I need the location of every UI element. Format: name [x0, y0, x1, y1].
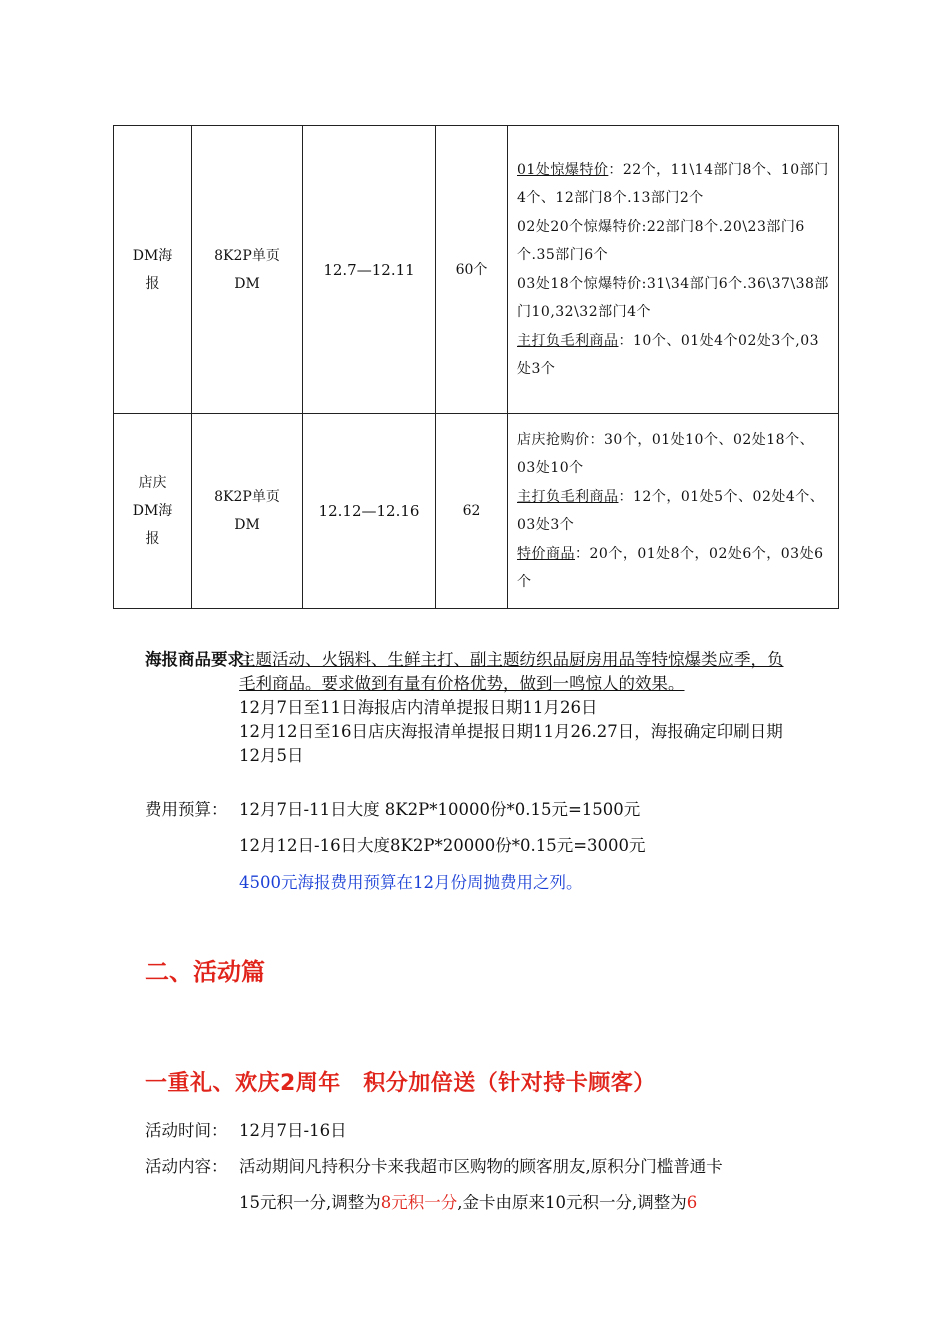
requirements-text: 主题活动、火锅料、生鲜主打、副主题纺织品厨房用品等特惊爆类应季，负毛利商品。要求做到有量有价格优势，做到一鸣惊人的效果。 — [239, 650, 784, 693]
detail-line: 03处18个惊爆特价:31\34部门6个.36\37\38部门10,32\32部门4个 — [517, 275, 829, 320]
spec-cell: 8K2P单页 DM — [192, 414, 303, 609]
detail-line: 主打负毛利商品：12个，01处5个、02处4个、03处3个 — [517, 488, 825, 533]
table-row — [114, 126, 839, 414]
detail-line: 01处惊爆特价：22个，11\14部门8个、10部门4个、12部门8个.13部门2个 — [517, 161, 829, 206]
table-row — [114, 414, 839, 609]
budget-line-1: 12月7日-11日大度 8K2P*10000份*0.15元=1500元 — [239, 800, 641, 819]
activity-content-line-1: 活动期间凡持积分卡来我超市区购物的顾客朋友,原积分门槛普通卡 — [239, 1157, 723, 1176]
date-cell: 12.12—12.16 — [303, 414, 436, 609]
poster-name-cell: 店庆 DM海 报 — [114, 414, 192, 609]
requirements-label: 海报商品要求： — [145, 650, 261, 669]
activity-heading: 一重礼、欢庆2周年 积分加倍送（针对持卡顾客） — [145, 1071, 656, 1096]
detail-line: 特价商品：20个，01处8个，02处6个，03处6个 — [517, 545, 824, 590]
poster-name-cell: DM海 报 — [114, 126, 192, 414]
activity-content-line-2: 15元积一分,调整为8元积一分,金卡由原来10元积一分,调整为6 — [239, 1193, 698, 1212]
detail-cell — [508, 414, 839, 609]
budget-label: 费用预算： — [145, 800, 228, 819]
count-cell: 62 — [436, 414, 508, 609]
detail-cell — [508, 126, 839, 414]
budget-line-2: 12月12日-16日大度8K2P*20000份*0.15元=3000元 — [239, 836, 646, 855]
date-cell: 12.7—12.11 — [303, 126, 436, 414]
spec-cell: 8K2P单页 DM — [192, 126, 303, 414]
activity-content-label: 活动内容： — [145, 1157, 228, 1176]
count-cell: 60个 — [436, 126, 508, 414]
detail-line: 店庆抢购价：30个，01处10个、02处18个、03处10个 — [517, 431, 815, 476]
detail-line: 02处20个惊爆特价:22部门8个.20\23部门6个.35部门6个 — [517, 218, 805, 263]
activity-time-label: 活动时间： — [145, 1121, 228, 1140]
requirements-line-1: 12月7日至11日海报店内清单提报日期11月26日 — [239, 698, 598, 717]
requirements-line-2: 12月12日至16日店庆海报清单提报日期11月26.27日，海报确定印刷日期12月5日 — [239, 722, 783, 765]
section-heading: 二、活动篇 — [145, 958, 265, 986]
dm-poster-table — [113, 125, 839, 609]
detail-line: 主打负毛利商品：10个、01处4个02处3个,03处3个 — [517, 332, 820, 377]
activity-time-value: 12月7日-16日 — [239, 1121, 347, 1140]
budget-note: 4500元海报费用预算在12月份周抛费用之列。 — [239, 873, 583, 892]
